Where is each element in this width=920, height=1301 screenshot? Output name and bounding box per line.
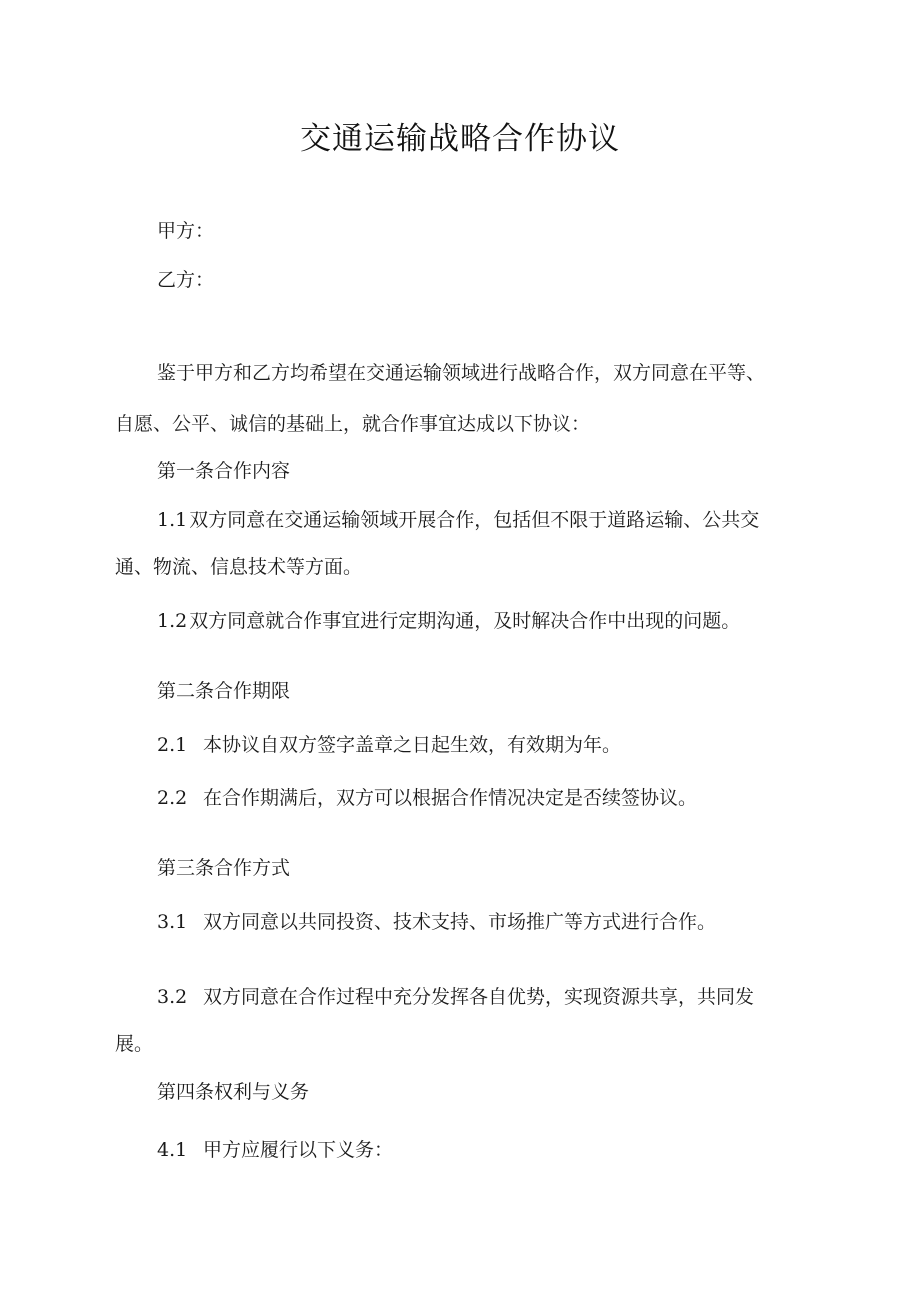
article-3-heading: 第三条合作方式: [157, 857, 291, 879]
party-b-label: 乙方：: [157, 269, 215, 291]
clause-1-1-line-1: [157, 505, 807, 535]
clause-3-2-line-2: 展。: [115, 1033, 154, 1055]
clause-3-2-line-1: [157, 982, 807, 1012]
clause-text: 在合作期满后，双方可以根据合作情况决定是否续签协议。: [203, 787, 698, 809]
clause-number: 1.2: [157, 610, 188, 632]
clause-text: 双方同意在合作过程中充分发挥各自优势，实现资源共享，共同发: [203, 986, 755, 1008]
clause-text: 本协议自双方签字盖章之日起生效，有效期为年。: [203, 734, 622, 756]
clause-4-1: [157, 1135, 807, 1165]
preamble-line-2: 自愿、公平、诚信的基础上，就合作事宜达成以下协议：: [115, 413, 591, 435]
clause-1-2: [157, 606, 807, 636]
party-a-label: 甲方：: [157, 220, 215, 242]
document-title: 交通运输战略合作协议: [300, 121, 620, 157]
clause-text: 双方同意以共同投资、技术支持、市场推广等方式进行合作。: [203, 911, 717, 933]
clause-2-2: [157, 783, 807, 813]
clause-number: 1.1: [157, 509, 188, 531]
clause-text: 双方同意在交通运输领域开展合作，包括但不限于道路运输、公共交: [189, 509, 760, 531]
clause-number: 2.1: [157, 734, 188, 756]
clause-number: 3.1: [157, 911, 188, 933]
article-2-heading: 第二条合作期限: [157, 680, 291, 702]
clause-text: 双方同意就合作事宜进行定期沟通，及时解决合作中出现的问题。: [189, 610, 741, 632]
clause-1-1-line-2: 通、物流、信息技术等方面。: [115, 556, 363, 578]
preamble-line-1: 鉴于甲方和乙方均希望在交通运输领域进行战略合作，双方同意在平等、: [157, 362, 766, 384]
clause-3-1: [157, 907, 807, 937]
clause-number: 4.1: [157, 1139, 188, 1161]
article-4-heading: 第四条权利与义务: [157, 1081, 310, 1103]
clause-number: 3.2: [157, 986, 188, 1008]
clause-2-1: [157, 730, 807, 760]
clause-number: 2.2: [157, 787, 188, 809]
article-1-heading: 第一条合作内容: [157, 460, 291, 482]
clause-text: 甲方应履行以下义务：: [203, 1139, 394, 1161]
